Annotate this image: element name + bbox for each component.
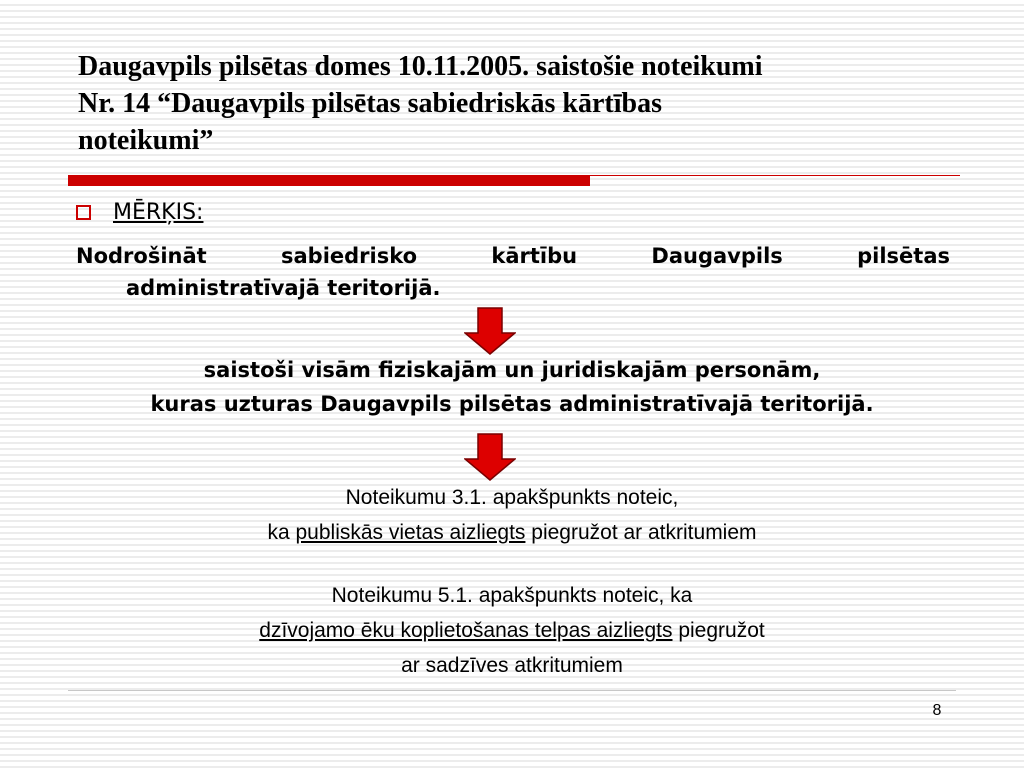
- title-underline-bar: [68, 175, 590, 186]
- goal-text: [76, 240, 950, 304]
- title-line-2: Nr. 14 “Daugavpils pilsētas sabiedriskās kārtības: [78, 88, 662, 119]
- rule-3-1-line-1: Noteikumu 3.1. apakšpunkts noteic,: [345, 486, 679, 509]
- down-arrow-icon: [464, 433, 516, 481]
- rule-3-1-suffix: piegružot ar atkritumiem: [525, 521, 757, 544]
- rule-3-1-emphasis: publiskās vietas aizliegts: [295, 521, 526, 544]
- rule-5-1-line-1: Noteikumu 5.1. apakšpunkts noteic, ka: [331, 584, 693, 607]
- applies-line-2: kuras uzturas Daugavpils pilsētas administratīvajā teritorijā.: [150, 392, 874, 416]
- title-line-3: noteikumi”: [78, 125, 214, 156]
- applies-line-1: saistoši visām fiziskajām un juridiskajām personām,: [203, 358, 821, 382]
- rule-3-1-prefix: ka: [267, 521, 296, 544]
- title-line-1: Daugavpils pilsētas domes 10.11.2005. saistošie noteikumi: [78, 51, 763, 82]
- bullet-goal-heading: [76, 198, 203, 226]
- rule-3-1-line-2: [0, 515, 1024, 550]
- applies-text: [0, 353, 1024, 421]
- rule-5-1-text: [0, 578, 1024, 683]
- rule-5-1-line-2: [0, 613, 1024, 648]
- slide-title: [78, 48, 958, 159]
- rule-5-1-suffix: piegružot: [672, 619, 765, 642]
- down-arrow-icon: [464, 307, 516, 355]
- hollow-square-icon: [76, 205, 91, 220]
- title-underline-thin: [590, 175, 960, 176]
- goal-line-1: Nodrošināt sabiedrisko kārtību Daugavpils pilsētas: [76, 244, 950, 268]
- footer-divider: [68, 690, 956, 691]
- rule-5-1-line-3: ar sadzīves atkritumiem: [401, 654, 623, 677]
- goal-line-2: administratīvajā teritorijā.: [126, 276, 441, 300]
- page-number: 8: [932, 702, 942, 719]
- rule-5-1-emphasis: dzīvojamo ēku koplietošanas telpas aizliegts: [259, 619, 673, 642]
- goal-heading-label: MĒRĶIS:: [113, 199, 204, 225]
- rule-3-1-text: [0, 480, 1024, 550]
